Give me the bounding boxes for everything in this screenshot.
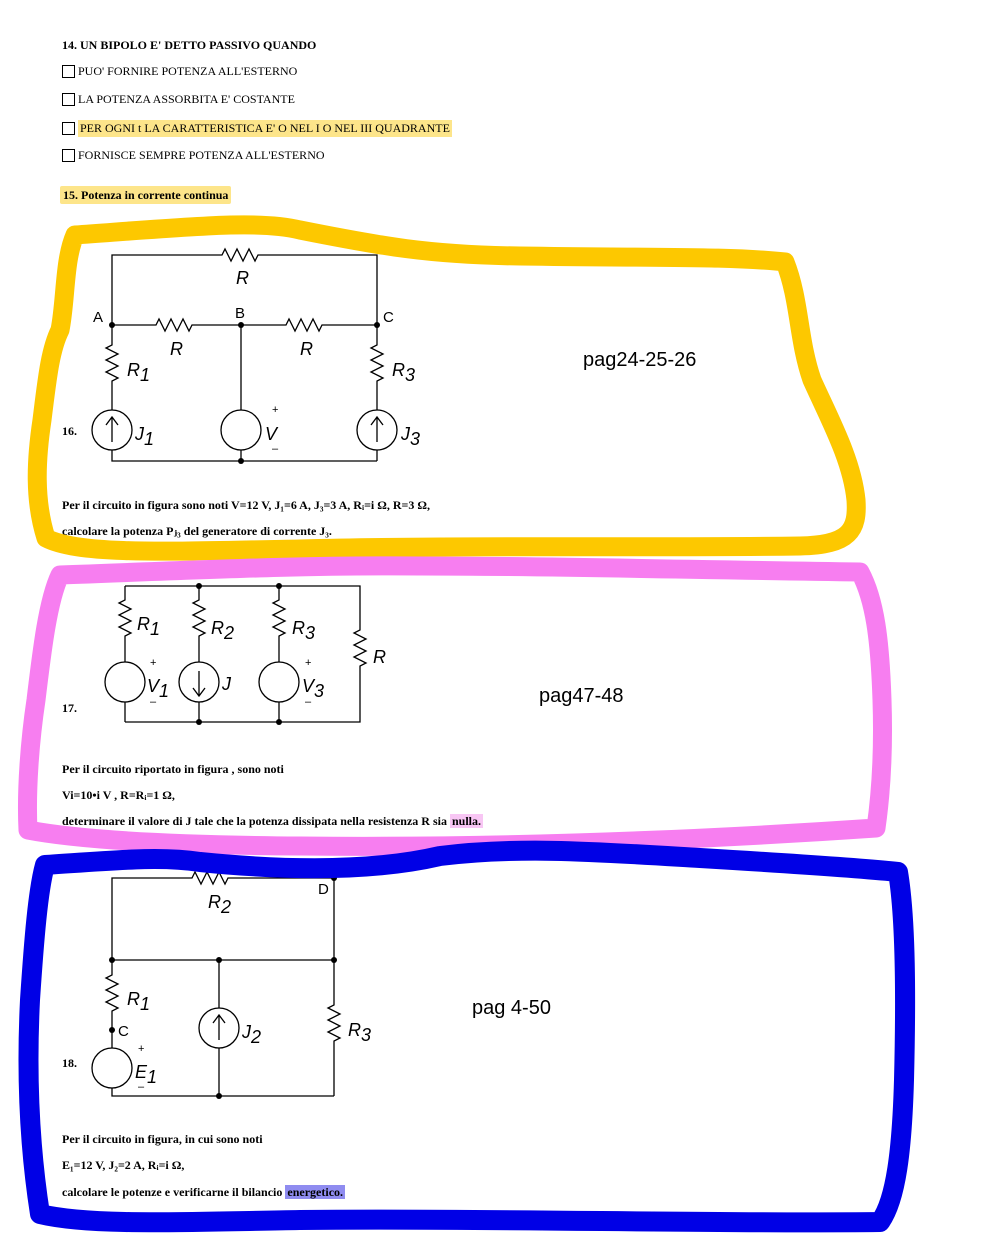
- question-18-line2: E₁=12 V, J₂=2 A, Rᵢ=i Ω,: [62, 1158, 185, 1172]
- question-17-line1: Per il circuito riportato in figura , sono noti: [62, 762, 284, 776]
- question-16-number: 16.: [62, 424, 77, 438]
- r1-label: R1: [127, 360, 151, 385]
- question-16-line2: calcolare la potenza Pⱼ₃ del generatore di corrente J₃.: [62, 524, 332, 538]
- node-d-label: D: [318, 881, 329, 898]
- r3-label: R3: [348, 1020, 372, 1045]
- resistor-label: R: [236, 268, 249, 288]
- circuit-18-diagram: [0, 860, 420, 1110]
- question-17-line3-text: determinare il valore di J tale che la potenza dissipata nella resistenza R sia: [62, 814, 450, 828]
- question-18-line1: Per il circuito in figura, in cui sono noti: [62, 1132, 263, 1146]
- question-17-number: 17.: [62, 701, 77, 715]
- plus-sign: +: [150, 657, 157, 669]
- v-label: V: [265, 424, 278, 444]
- r3-label: R3: [392, 360, 416, 385]
- j1-label: J1: [135, 424, 155, 449]
- j3-label: J3: [401, 424, 421, 449]
- option-3[interactable]: [62, 120, 452, 137]
- question-18-line3: [62, 1185, 345, 1200]
- r1-label: R1: [137, 614, 161, 639]
- page-note-16: pag24-25-26: [583, 349, 697, 371]
- option-checkbox[interactable]: [62, 65, 75, 78]
- r3-label: R3: [292, 618, 316, 643]
- question-17-line3: [62, 814, 483, 829]
- highlighted-word: energetico.: [287, 1185, 344, 1199]
- option-label: FORNISCE SEMPRE POTENZA ALL'ESTERNO: [78, 148, 325, 162]
- question-14-title: 14. UN BIPOLO E' DETTO PASSIVO QUANDO: [62, 38, 317, 52]
- r-label: R: [373, 647, 386, 667]
- question-18-line3-text: calcolare le potenze e verificarne il bilancio: [62, 1185, 286, 1199]
- option-4[interactable]: [62, 148, 325, 163]
- option-label-highlighted: PER OGNI t LA CARATTERISTICA E' O NEL I O NEL III QUADRANTE: [80, 121, 450, 135]
- node-c-label: C: [118, 1023, 129, 1040]
- e1-label: E1: [135, 1062, 158, 1087]
- question-16-line1: Per il circuito in figura sono noti V=12 V, J₁=6 A, J₃=3 A, Rᵢ=i Ω, R=3 Ω,: [62, 498, 430, 512]
- question-15-title: 15. Potenza in corrente continua: [60, 186, 231, 204]
- option-2[interactable]: [62, 92, 295, 107]
- r1-label: R1: [127, 989, 151, 1014]
- highlighted-word: nulla.: [451, 814, 481, 828]
- option-label: PUO' FORNIRE POTENZA ALL'ESTERNO: [78, 64, 298, 78]
- resistor-label: R: [170, 339, 183, 359]
- j2-label: J2: [242, 1022, 262, 1047]
- option-checkbox[interactable]: [62, 93, 75, 106]
- plus-sign: +: [138, 1043, 145, 1055]
- r2-label: R2: [208, 892, 232, 917]
- minus-sign: –: [138, 1081, 145, 1093]
- node-c-label: C: [383, 309, 394, 326]
- v3-label: V3: [302, 676, 325, 701]
- minus-sign: –: [150, 696, 157, 708]
- node-b-label: B: [235, 305, 246, 322]
- page-note-18: pag 4-50: [472, 997, 551, 1019]
- option-label: LA POTENZA ASSORBITA E' COSTANTE: [78, 92, 295, 106]
- question-17-line2: Vi=10•i V , R=Rᵢ=1 Ω,: [62, 788, 175, 802]
- option-checkbox[interactable]: [62, 122, 75, 135]
- resistor-label: R: [300, 339, 313, 359]
- question-18-number: 18.: [62, 1056, 77, 1070]
- r2-label: R2: [211, 618, 235, 643]
- minus-sign: –: [272, 443, 279, 455]
- option-checkbox[interactable]: [62, 149, 75, 162]
- page-note-17: pag47-48: [539, 685, 624, 707]
- plus-sign: +: [305, 657, 312, 669]
- plus-sign: +: [272, 404, 279, 416]
- node-a-label: A: [93, 309, 104, 326]
- minus-sign: –: [305, 696, 312, 708]
- j-label: J: [222, 674, 231, 694]
- option-1[interactable]: [62, 64, 297, 79]
- v1-label: V1: [147, 676, 170, 701]
